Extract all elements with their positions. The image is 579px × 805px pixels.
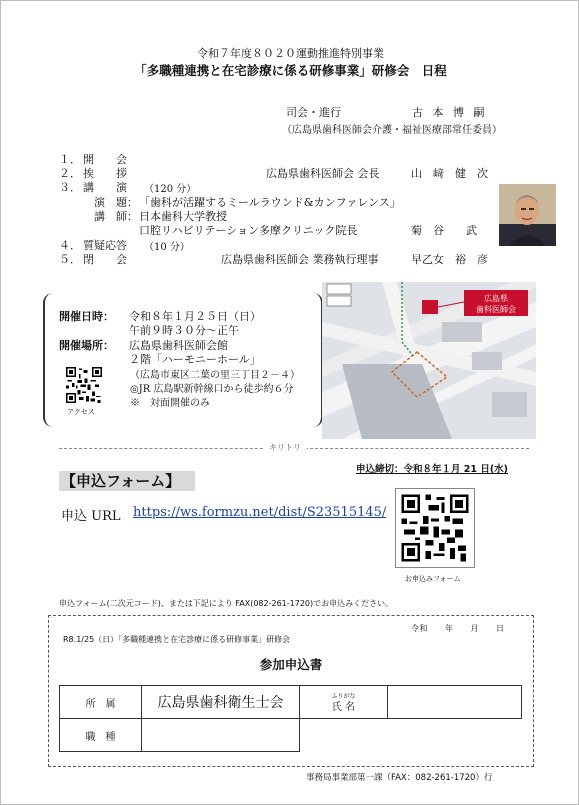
moderator-role: 司会・進行 xyxy=(286,106,341,119)
lecture-duration: （120 分） xyxy=(144,184,197,195)
program-num: １． xyxy=(59,153,81,166)
form-instructions: 申込フォーム(二次元コード)、または下記により FAX(082-261-1720)でお申込みください。 xyxy=(59,599,394,608)
header-line1: 令和７年度８０２０運動推進特別事業 xyxy=(197,47,384,60)
application-form xyxy=(48,615,534,767)
form-url-link[interactable]: https://ws.formzu.net/dist/S23515145/ xyxy=(133,505,387,520)
job-label: 職 種 xyxy=(60,719,142,752)
lecturer-affiliation: 日本歯科大学教授 xyxy=(139,210,227,223)
program-num: ４． xyxy=(59,239,81,252)
lecture-theme: 「歯科が活躍するミールラウンド&カンファレンス」 xyxy=(139,196,401,209)
program-num: ２． xyxy=(59,167,81,180)
name-input[interactable] xyxy=(388,686,522,719)
closing-org: 広島県歯科医師会 業務執行理事 xyxy=(221,253,379,266)
venue-map xyxy=(322,282,536,439)
name-ruby: ふりがな xyxy=(331,693,356,700)
footer-fax: 事務局事業部第一課（FAX：082-261-1720）行 xyxy=(306,773,493,783)
application-date-line: 令和 年 月 日 xyxy=(411,624,505,633)
application-table xyxy=(59,685,522,752)
venue-label: 開催場所： xyxy=(59,339,114,352)
venue-address: （広島市東区二葉の里三丁目２－４） xyxy=(130,370,300,381)
lecture-theme-label: 演 題： xyxy=(94,196,138,209)
empty-cell xyxy=(388,719,522,752)
page-title: 「多職種連携と在宅診療に係る研修事業」研修会 日程 xyxy=(134,63,447,78)
job-input[interactable] xyxy=(142,719,300,752)
map-venue-label: 歯科医師会 xyxy=(476,305,516,314)
lecturer-label: 講 師： xyxy=(94,210,138,223)
date-label: 開催日時： xyxy=(59,310,114,323)
program-item: 質疑応答 xyxy=(83,239,127,252)
access-qr-code[interactable] xyxy=(66,367,102,403)
url-label: 申込 URL xyxy=(61,509,121,524)
moderator-name: 古 本 博 嗣 xyxy=(412,106,488,119)
venue-access: ◎JR 広島駅新幹線口から徒歩約６分 xyxy=(130,384,294,395)
map-venue-label: 広島県 xyxy=(484,294,508,303)
in-person-note: ※ 対面開催のみ xyxy=(130,398,210,409)
form-qr-caption: お申込みフォーム xyxy=(405,575,461,583)
form-qr-code[interactable] xyxy=(395,488,475,568)
deadline: 申込締切：令和８年１月 21 日(水) xyxy=(356,464,509,475)
greeting-person: 山 﨑 健 次 xyxy=(411,167,488,180)
lecturer-affiliation: 口腔リハビリテーション多摩クリニック院長 xyxy=(139,224,358,237)
affiliation-label: 所 属 xyxy=(60,686,142,719)
qa-duration: （10 分） xyxy=(144,242,190,253)
access-qr-caption: アクセス xyxy=(67,408,95,416)
venue-hall: ２階「ハーモニーホール」 xyxy=(129,353,261,366)
program-num: ５． xyxy=(59,253,81,266)
venue-name: 広島県歯科医師会館 xyxy=(129,339,228,352)
lecturer-photo xyxy=(499,184,556,246)
closing-person: 早乙女 裕 彦 xyxy=(411,253,488,266)
program-item: 挨 拶 xyxy=(83,167,127,180)
affiliation-value[interactable]: 広島県歯科衛生士会 xyxy=(142,686,300,719)
lecturer-name: 菊 谷 武 xyxy=(411,224,477,237)
application-title: 参加申込書 xyxy=(259,657,323,672)
program-item: 講 演 xyxy=(83,181,127,194)
name-label-cell xyxy=(300,686,388,719)
cut-line-label: キリトリ xyxy=(263,442,307,453)
empty-cell xyxy=(300,719,388,752)
event-time: 午前９時３０分～正午 xyxy=(129,324,239,337)
form-title: 【申込フォーム】 xyxy=(59,471,195,491)
event-date: 令和８年１月２５日（日） xyxy=(129,310,261,323)
program-item: 開 会 xyxy=(83,153,127,166)
program-num: ３． xyxy=(59,181,81,194)
greeting-org: 広島県歯科医師会 会長 xyxy=(266,167,380,180)
moderator-affiliation: （広島県歯科医師会介護・福祉医療部常任委員） xyxy=(282,125,502,136)
application-event-line: R8.1/25（日）「多職種連携と在宅診療に係る研修事業」研修会 xyxy=(63,635,291,644)
program-item: 閉 会 xyxy=(83,253,127,266)
name-label: 氏 名 xyxy=(331,702,356,713)
